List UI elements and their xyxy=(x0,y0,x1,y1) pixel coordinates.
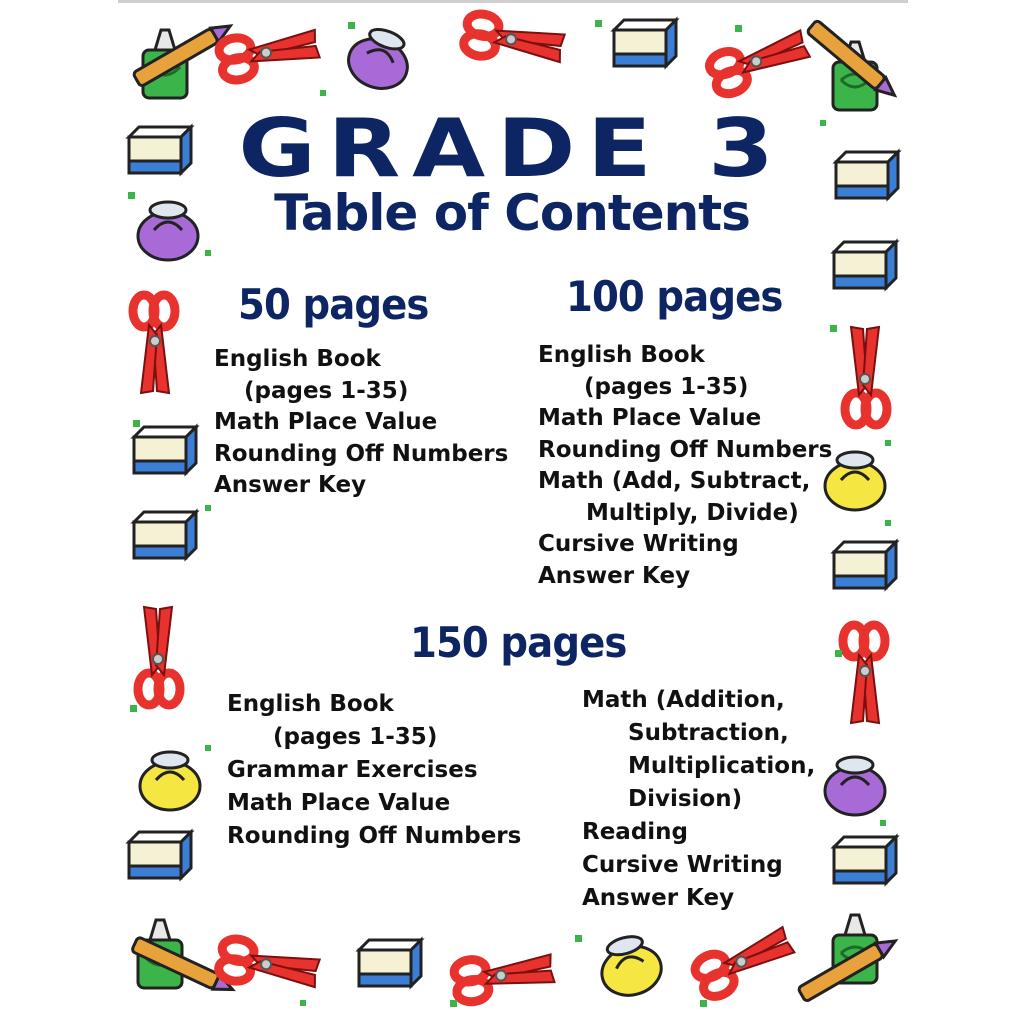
paint-jar-icon xyxy=(140,752,200,810)
scissors-icon xyxy=(691,922,798,1001)
scissors-icon xyxy=(462,12,566,70)
list-item: Rounding Off Numbers xyxy=(214,440,509,467)
paint-jar-icon xyxy=(594,930,667,1002)
list-item: Grammar Exercises xyxy=(227,757,478,783)
eraser-icon xyxy=(834,542,896,588)
list-item: Multiplication, xyxy=(628,753,816,779)
list-item: Division) xyxy=(628,786,743,812)
section-heading-100-pages: 100 pages xyxy=(566,272,783,321)
paint-jar-icon xyxy=(825,757,885,815)
list-item: Rounding Off Numbers xyxy=(227,823,522,849)
list-item: (pages 1-35) xyxy=(244,377,409,404)
list-item: Answer Key xyxy=(214,472,367,498)
section-list-150-pages-left xyxy=(227,688,521,853)
list-item: English Book xyxy=(538,342,705,368)
eraser-icon xyxy=(134,512,196,558)
list-item: Math (Add, Subtract, xyxy=(538,468,811,494)
eraser-icon xyxy=(614,20,676,66)
section-list-50-pages xyxy=(214,344,508,502)
scissors-icon xyxy=(843,625,885,723)
scissors-icon xyxy=(706,25,812,98)
scissors-icon xyxy=(845,327,887,425)
section-heading-50-pages: 50 pages xyxy=(238,280,429,329)
scissors-icon xyxy=(133,295,175,393)
list-item: Cursive Writing xyxy=(538,531,739,557)
scissors-icon xyxy=(138,607,180,705)
eraser-icon xyxy=(834,837,896,883)
list-item: Math (Addition, xyxy=(582,687,785,713)
section-list-100-pages xyxy=(538,340,832,592)
eraser-icon xyxy=(359,940,421,986)
list-item: (pages 1-35) xyxy=(584,373,749,400)
scissors-icon xyxy=(453,949,556,1004)
page-subtitle: Table of Contents xyxy=(274,184,750,242)
list-item: Math Place Value xyxy=(538,405,762,431)
list-item: (pages 1-35) xyxy=(273,724,438,750)
scissors-icon xyxy=(217,24,321,82)
paint-jar-icon xyxy=(342,21,418,96)
scissors-icon xyxy=(217,937,321,995)
paint-jar-icon xyxy=(825,452,885,510)
page-title: GRADE 3 xyxy=(238,102,786,195)
list-item: Answer Key xyxy=(582,885,735,911)
eraser-icon xyxy=(134,427,196,473)
list-item: Answer Key xyxy=(538,562,691,589)
list-item: Math Place Value xyxy=(227,790,451,816)
list-item: Subtraction, xyxy=(628,720,789,746)
list-item: Rounding Off Numbers xyxy=(538,436,833,463)
list-item: Math Place Value xyxy=(214,409,438,435)
eraser-icon xyxy=(834,242,896,288)
list-item: English Book xyxy=(214,346,381,372)
eraser-icon xyxy=(129,832,191,878)
section-heading-150-pages: 150 pages xyxy=(410,618,627,667)
section-list-150-pages-right xyxy=(582,684,815,915)
list-item: Cursive Writing xyxy=(582,852,783,878)
list-item: Reading xyxy=(582,819,689,845)
list-item: Multiply, Divide) xyxy=(586,499,799,526)
list-item: English Book xyxy=(227,691,394,717)
